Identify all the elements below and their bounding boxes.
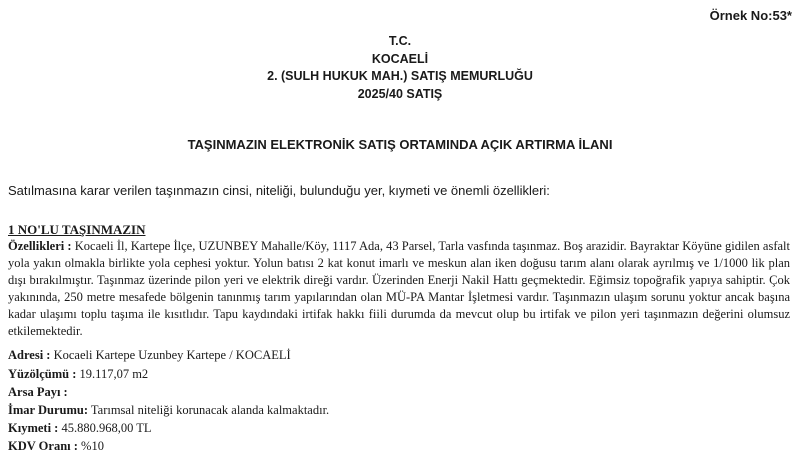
header-city: KOCAELİ	[371, 52, 429, 66]
features-label: Özellikleri :	[8, 239, 72, 253]
document-title: TAŞINMAZIN ELEKTRONİK SATIŞ ORTAMINDA AÇIK ARTIRMA İLANI	[187, 137, 613, 152]
area-value: 19.117,07 m2	[79, 367, 149, 381]
value-label: Kıymeti :	[8, 421, 59, 435]
share-label: Arsa Payı :	[8, 385, 68, 399]
value-row	[8, 420, 152, 437]
header-tc: T.C.	[388, 34, 412, 48]
area-label: Yüzölçümü :	[8, 367, 77, 381]
zoning-label: İmar Durumu:	[8, 403, 88, 417]
share-row	[8, 384, 68, 401]
header-office: 2. (SULH HUKUK MAH.) SATIŞ MEMURLUĞU	[267, 69, 533, 83]
sample-number: Örnek No:53*	[709, 8, 792, 23]
address-row	[8, 347, 291, 364]
address-value: Kocaeli Kartepe Uzunbey Kartepe / KOCAELİ	[53, 348, 291, 362]
property-heading: 1 NO'LU TAŞINMAZIN	[8, 222, 146, 237]
vat-label: KDV Oranı :	[8, 439, 78, 453]
property-features	[8, 238, 790, 340]
zoning-row	[8, 402, 329, 419]
vat-row	[8, 438, 104, 455]
address-label: Adresi :	[8, 348, 51, 362]
zoning-value: Tarımsal niteliği korunacak alanda kalmaktadır.	[90, 403, 330, 417]
area-row	[8, 366, 148, 383]
value-value: 45.880.968,00 TL	[61, 421, 152, 435]
header-file-no: 2025/40 SATIŞ	[357, 87, 443, 101]
intro-text: Satılmasına karar verilen taşınmazın cinsi, niteliği, bulunduğu yer, kıymeti ve önemli özellikleri:	[8, 183, 550, 198]
features-text: Kocaeli İl, Kartepe İlçe, UZUNBEY Mahalle/Köy, 1117 Ada, 43 Parsel, Tarla vasfında taşınmaz. Boş arazidir. Bayraktar Köyüne gidilen asfalt yola yakın olmakla birlikte yola cephesi yoktur. Yolun batısı 2 kat konut imarlı ve meskun alan iken doğusu tarım alanı olarak ayrılmış ve 1/1000 lik plan dışı bırakılmıştır. Taşınmaz üzerinde pilon yeri ve elektrik direği vardır. Üzerinden Enerji Nakil Hattı geçmektedir. Eğimsiz topoğrafik yapıya sahiptir. Çok yakınında, 250 metre mesafede bölgenin tanınmış tarım yapılarından olan MÜ-PA Mantar İşletmesi vardır. Taşınmazın ulaşım sorunu yoktur ancak başına kadar ulaşımı toplu taşıma ile kısıtlıdır. Tapu kaydındaki irtifak hakkı fiili durumda da mevcut olup bu irtifak ve pilon yeri taşınmazın değerini olumsuz etkilemektedir.	[8, 239, 790, 338]
vat-value: %10	[81, 439, 104, 453]
